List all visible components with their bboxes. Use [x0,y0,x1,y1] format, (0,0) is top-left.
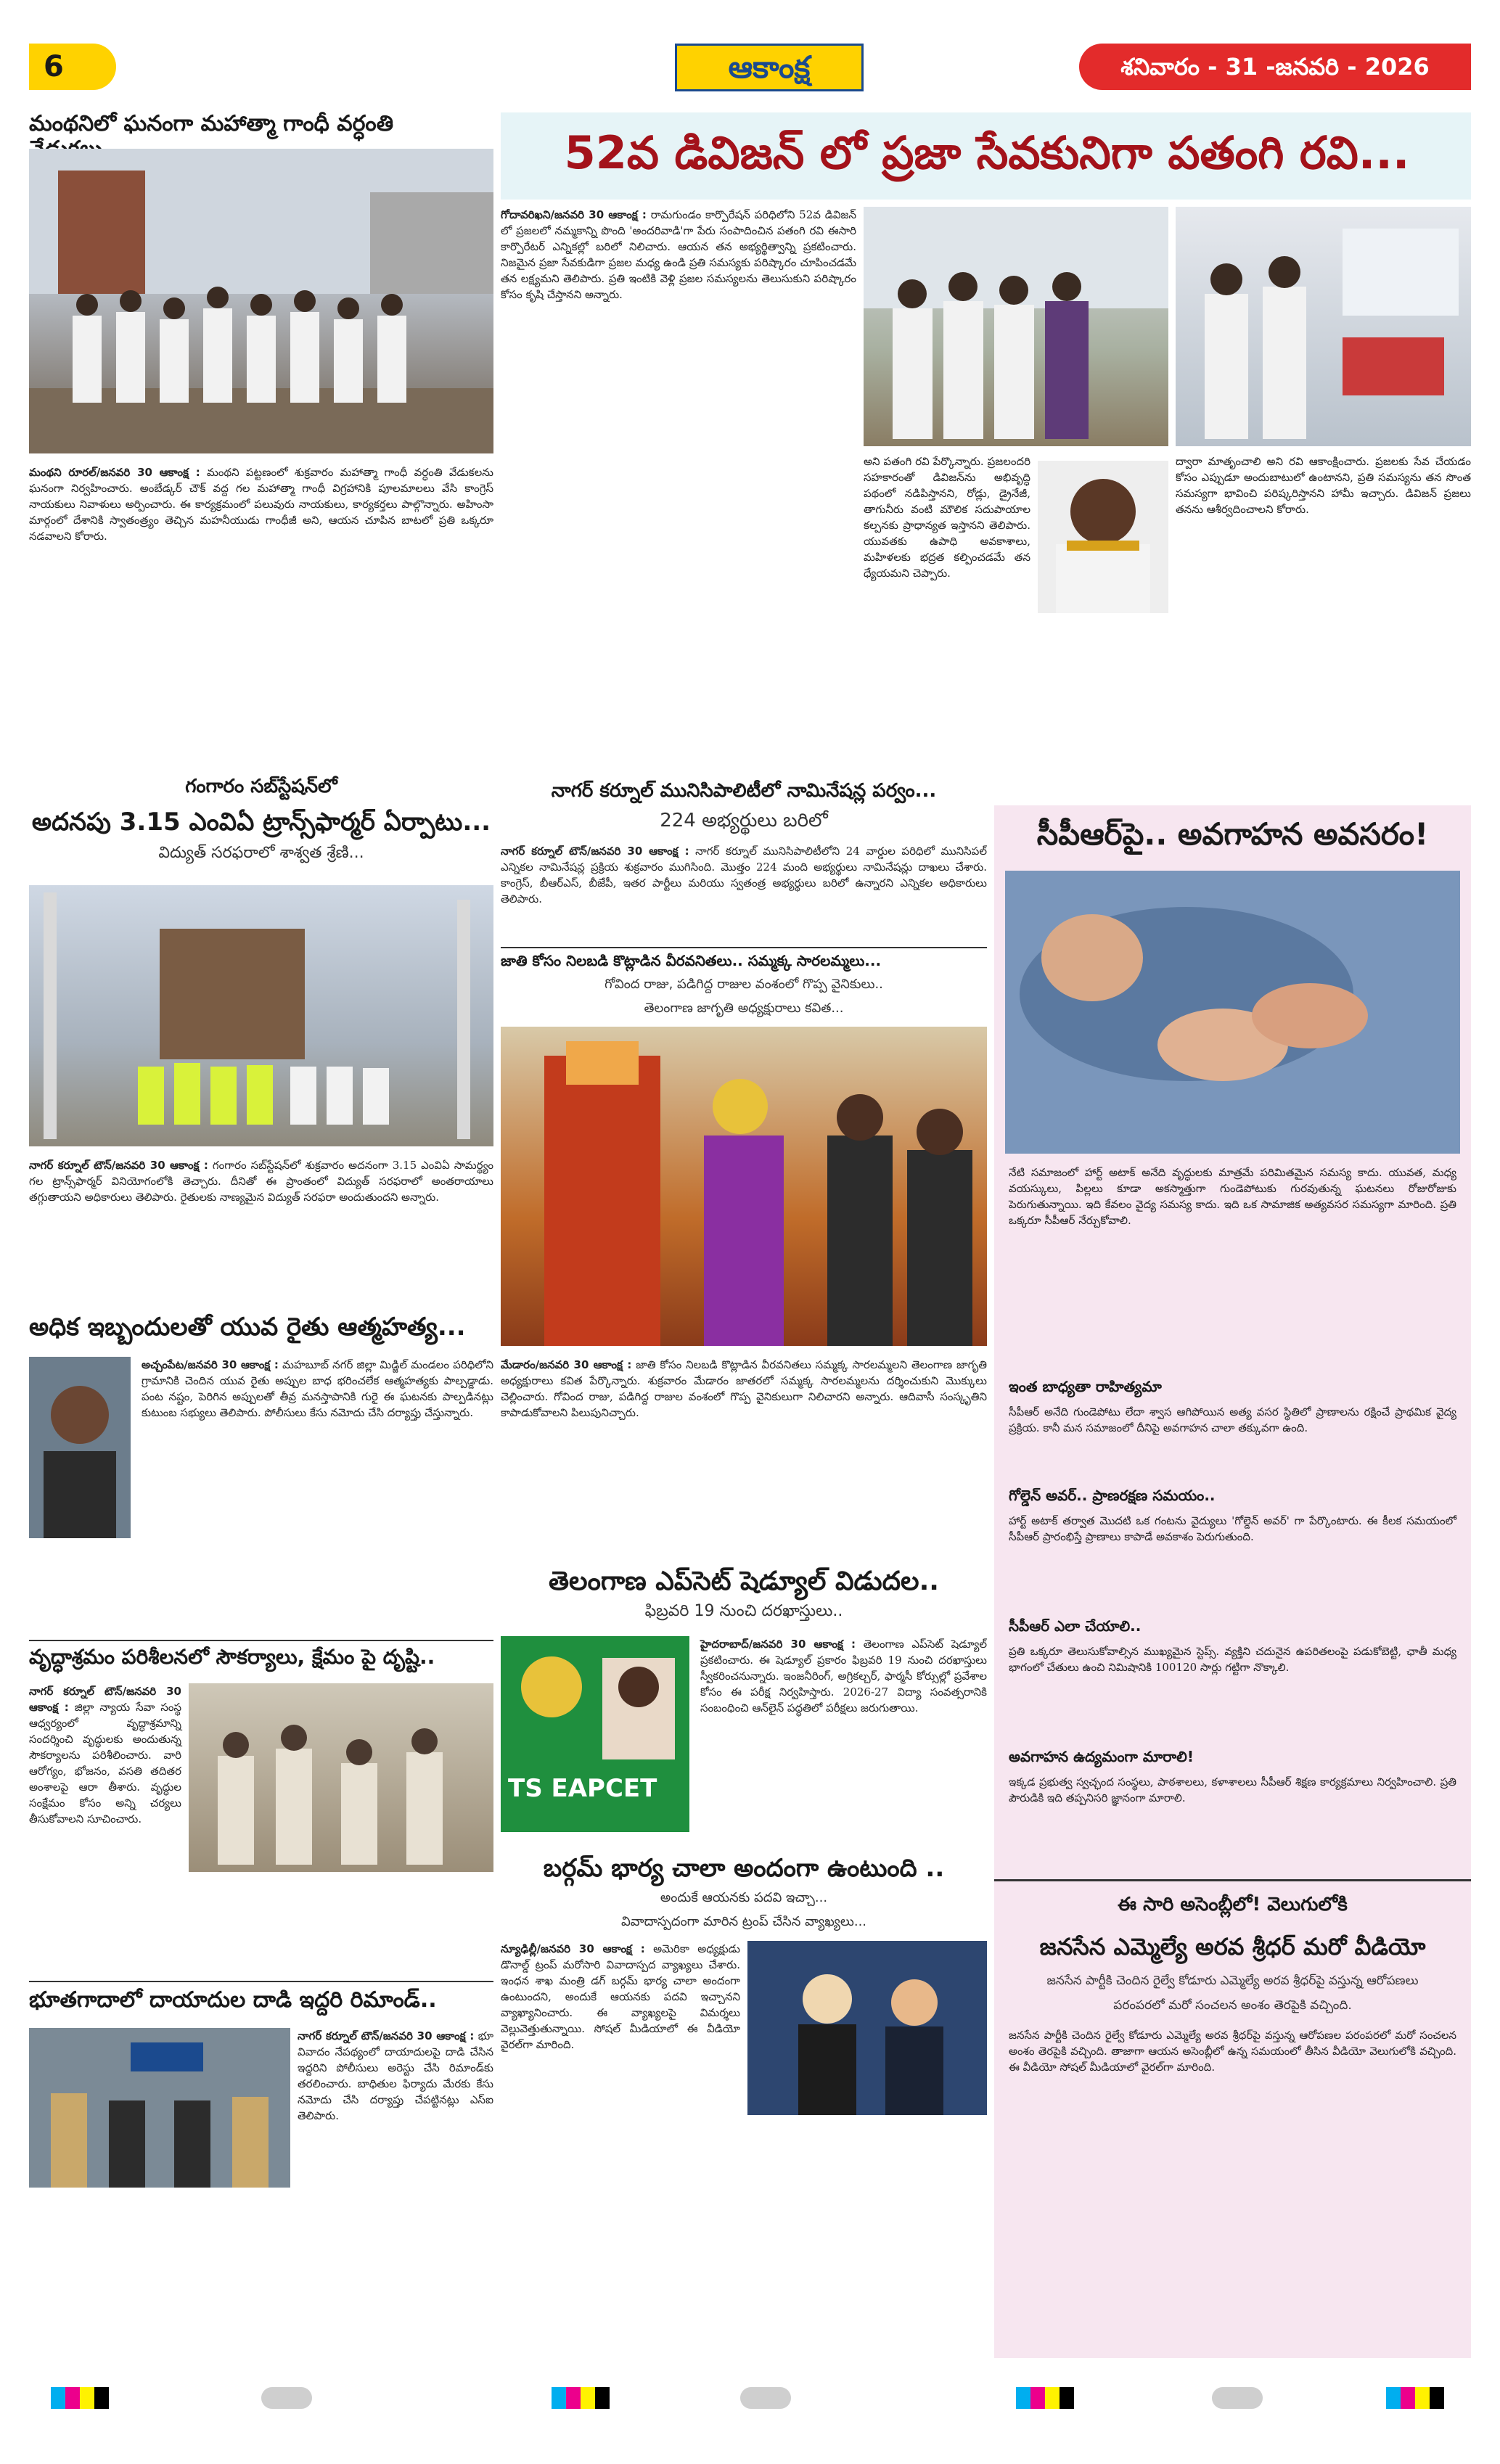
municipal-subhead: 224 అభ్యర్థులు బరిలో [660,809,828,831]
lead-portrait [1038,461,1168,613]
page-dateline: శనివారం - 31 -జనవరి - 2026 [1079,44,1471,90]
article-trump [501,1850,987,2373]
eapcet-subhead: ఫిబ్రవరి 19 నుంచి దరఖాస్తులు.. [644,1602,843,1621]
article-farmer [29,1306,493,1640]
municipal-dateline: నాగర్ కర్నూల్ టౌన్/జనవరి 30 ఆకాంక్ష : [501,844,689,858]
trump-body [501,1941,740,2053]
oldage-headline: వృద్ధాశ్రమం పరిశీలనలో సౌకర్యాలు, క్షేమం పై దృష్టి.. [29,1640,493,1673]
transformer-dateline: నాగర్ కర్నూల్ టౌన్/జనవరి 30 ఆకాంక్ష : [29,1159,208,1172]
article-oldage [29,1640,493,2017]
lead-column-2 [864,453,1168,773]
cpr-photo [1005,871,1460,1154]
oldage-photo-illustration [189,1683,493,1872]
lead-body-1 [501,207,856,303]
lead-column-1 [501,207,856,773]
lead-column-3 [1176,453,1471,773]
landdispute-photo [29,2028,290,2188]
trump-subhead-2: వివాదాస్పదంగా మారిన ట్రంప్ చేసిన వ్యాఖ్యలు... [620,1914,867,1930]
gandhi-photo-illustration [29,149,493,453]
color-swatch-center-right [1016,2387,1074,2409]
farmer-body-text: మహబూబ్ నగర్ జిల్లా మిడ్జిల్ మండలం పరిధిలోని గ్రామానికి చెందిన యువ రైతు అప్పుల బాధ భరించలేక ఆత్మహత్యకు పాల్పడ్డాడు. పంట నష్టం, పెరిగిన అప్పులతో తీవ్ర మనస్తాపానికి గురై ఈ ఘటనకు పాల్పడినట్లు కుటుంబ సభ్యులు తెలిపారు. పోలీసులు కేసు నమోదు చేసి దర్యాప్తు చేస్తున్నారు. [142,1358,493,1419]
landdispute-body [298,2028,493,2124]
color-swatch-left [51,2387,109,2409]
trump-subhead-1: అందుకే ఆయనకు పదవి ఇచ్చా... [660,1890,828,1906]
farmer-photo [29,1357,131,1538]
eapcet-badge: TS EAPCET [508,1774,657,1803]
registration-pill-2 [740,2387,791,2409]
transformer-kicker: గంగారం సబ్‌స్టేషన్‌లో [185,776,337,797]
oldage-dateline: నాగర్ కర్నూల్ టౌన్/జనవరి 30 ఆకాంక్ష : [29,1685,181,1714]
eapcet-headline: తెలంగాణ ఎప్‌సెట్ షెడ్యూల్ విడుదల.. [549,1566,939,1596]
landdispute-dateline: నాగర్ కర్నూల్ టౌన్/జనవరి 30 ఆకాంక్ష : [298,2029,475,2042]
municipal-body [501,839,987,907]
transformer-headline: అదనపు 3.15 ఎంవిఏ ట్రాన్స్‌ఫార్మర్ ఏర్పాటు... [31,807,491,837]
janasena-body: జనసేన పార్టీకి చెందిన రైల్వే కోడూరు ఎమ్మెల్యే అరవ శ్రీధర్‌పై వస్తున్న ఆరోపణల పరంపరలో మరో సంచలన అంశం తెరపైకి వచ్చింది. తాజాగా ఆయన అసెంబ్లీలో ఉన్న సమయంలో తీసిన వీడియో వెలుగులోకి వచ్చింది. ఈ వీడియో సోషల్ మీడియాలో వైరల్‌గా మారింది. [1009,2028,1456,2074]
landdispute-body-text: భూ వివాదం నేపథ్యంలో దాయాదులపై దాడి చేసిన ఇద్దరిని పోలీసులు అరెస్టు చేసి రిమాండ్‌కు తరలించారు. బాధితుల ఫిర్యాదు మేరకు కేసు నమోదు చేసి దర్యాప్తు చేపట్టినట్లు ఎస్‌ఐ తెలిపారు. [298,2029,493,2122]
landdispute-photo-illustration [29,2028,290,2188]
cpr-subhead-2: గోల్డెన్ అవర్.. ప్రాణరక్షణ సమయం.. [1009,1487,1216,1504]
lead-portrait-illustration [1038,461,1168,613]
janasena-kicker: ఈ సారి అసెంబ్లీలో! వెలుగులోకి [1118,1894,1348,1915]
cpr-body-2: సీపీఆర్ అనేది గుండెపోటు లేదా శ్వాస ఆగిపోయిన అత్య వసర స్థితిలో ప్రాణాలను రక్షించే ప్రాథమిక వైద్య ప్రక్రియ. కానీ మన సమాజంలో దీనిపై అవగాహన చాలా తక్కువగా ఉంది. [1009,1405,1456,1434]
article-sammakka [501,947,987,1556]
lead-banner [501,112,1471,200]
trump-photo [747,1941,987,2115]
lead-headline: 52వ డివిజన్ లో ప్రజా సేవకునిగా పతంగి రవి... [564,126,1410,179]
transformer-body-text: గంగారం సబ్‌స్టేషన్‌లో శుక్రవారం అదనంగా 3.15 ఎంవిఏ సామర్థ్యం గల ట్రాన్స్‌ఫార్మర్ వినియోగంలోకి తెచ్చారు. దీనితో ఈ ప్రాంతంలో విద్యుత్ సరఫరాలో అంతరాయాలు తగ్గుతాయని అధికారులు తెలిపారు. రైతులకు నాణ్యమైన విద్యుత్ సరఫరా అందుతుందని అన్నారు. [29,1159,493,1204]
farmer-headline: అధిక ఇబ్బందులతో యువ రైతు ఆత్మహత్య... [29,1313,466,1342]
cpr-body-4: ప్రతి ఒక్కరూ తెలుసుకోవాల్సిన ముఖ్యమైన స్టెప్స్. వ్యక్తిని చదునైన ఉపరితలంపై పడుకోబెట్టి, ఛాతీ మధ్య భాగంలో చేతులు ఉంచి నిమిషానికి 100120 సార్లు గట్టిగా నొక్కాలి. [1009,1645,1456,1674]
page-number: 6 [29,44,116,90]
oldage-body-text: జిల్లా న్యాయ సేవా సంస్థ ఆధ్వర్యంలో వృద్ధాశ్రమాన్ని సందర్శించి వృద్ధులకు అందుతున్న సౌకర్యాలను పరిశీలించారు. వారి ఆరోగ్యం, భోజనం, వసతి తదితర అంశాలపై ఆరా తీశారు. వృద్ధుల సంక్షేమం కోసం అన్ని చర్యలు తీసుకోవాలని సూచించారు. [29,1701,182,1826]
sammakka-dateline: మేడారం/జనవరి 30 ఆకాంక్ష : [501,1358,632,1371]
farmer-portrait [29,1357,131,1538]
janasena-subhead-2: పరంపరలో మరో సంచలన అంశం తెరపైకి వచ్చింది. [1113,1997,1352,2013]
farmer-dateline: అచ్చంపేట/జనవరి 30 ఆకాంక్ష : [142,1358,279,1371]
cpr-body-3: హార్ట్ అటాక్ తర్వాత మొదటి ఒక గంటను వైద్యులు 'గోల్డెన్ అవర్' గా పేర్కొంటారు. ఈ కీలక సమయంలో సీపీఆర్ ప్రారంభిస్తే ప్రాణాలు కాపాడే అవకాశం పెరుగుతుంది. [1009,1514,1456,1543]
landdispute-headline: భూతగాదాలో దాయాదుల దాడి ఇద్దరి రిమాండ్.. [29,1981,493,2019]
farmer-body [142,1357,493,1421]
gandhi-photo [29,149,493,453]
sammakka-photo-illustration [501,1027,987,1346]
masthead [29,44,1471,102]
cpr-body-5: ఇక్కడ ప్రభుత్వ స్వచ్ఛంద సంస్థలు, పాఠశాలలు, కళాశాలలు సీపీఆర్ శిక్షణ కార్యక్రమాలు నిర్వహించాలి. ప్రతి పౌరుడికి ఇది తప్పనిసరి జ్ఞానంగా మారాలి. [1009,1775,1456,1804]
lead-photo-1 [864,207,1168,446]
gandhi-headline: మంథనిలో ఘనంగా మహాత్మా గాంధీ వర్ధంతి [29,111,394,136]
sammakka-subhead-1: గోవింద రాజు, పడిగిద్ద రాజుల వంశంలో గొప్ప వైనికులు.. [604,977,883,992]
trump-headline: బర్గమ్ భార్య చాలా అందంగా ఉంటుంది .. [543,1854,945,1883]
eapcet-body [700,1636,987,1716]
sammakka-headline: జాతి కోసం నిలబడి కొట్లాడిన వీరవనితలు.. సమ్మక్క సారలమ్మలు... [501,947,987,974]
eapcet-graphic [501,1636,689,1832]
sammakka-body [501,1357,987,1421]
gandhi-body-text: మంథని పట్టణంలో శుక్రవారం మహాత్మా గాంధీ వర్ధంతి వేడుకలను ఘనంగా నిర్వహించారు. అంబేడ్కర్ చౌక్ వద్ద గల మహాత్మా గాంధీ విగ్రహానికి పూలమాలలు వేసి కాంగ్రెస్ నాయకులు నివాళులు అర్పించారు. ఈ కార్యక్రమంలో పలువురు నాయకులు, కార్యకర్తలు పాల్గొన్నారు. అహింసా మార్గంలో దేశానికి స్వాతంత్ర్యం తెచ్చిన మహనీయుడు గాంధీజీ అని, ఆయన చూపిన బాటలో ప్రతి ఒక్కరూ నడవాలని కోరారు. [29,466,493,543]
gandhi-body [29,464,493,544]
cpr-body-1: నేటి సమాజంలో హార్ట్ అటాక్ అనేది వృద్ధులకు మాత్రమే పరిమితమైన సమస్య కాదు. యువత, మధ్య వయస్కులు, పిల్లలు కూడా అకస్మాత్తుగా గుండెపోటుకు గురవుతున్న ఘటనలు రోజురోజుకు పెరుగుతున్నాయి. ఇది కేవలం వైద్య సమస్య కాదు. ఇది ఒక సామాజిక అత్యవసర సమస్యగా మారింది. ప్రతి ఒక్కరూ సీపీఆర్ నేర్చుకోవాలి. [1009,1166,1456,1227]
lead-photo-1-illustration [864,207,1168,446]
newspaper-page [29,44,1471,2431]
transformer-body [29,1157,493,1205]
trump-photo-illustration [747,1941,987,2115]
municipal-headline: నాగర్ కర్నూల్ మునిసిపాలిటీలో నామినేషన్ల పర్వం... [551,780,937,802]
color-swatch-center-left [552,2387,610,2409]
janasena-headline: జనసేన ఎమ్మెల్యే అరవ శ్రీధర్ మరో వీడియో [1039,1932,1426,1960]
cpr-feature-box [994,805,1471,2358]
oldage-photo [189,1683,493,1872]
article-transformer [29,769,493,1364]
cpr-subhead-1: ఇంత బాధ్యతా రాహిత్యమా [1009,1378,1162,1395]
registration-pill-3 [1212,2387,1263,2409]
transformer-subhead: విద్యుత్ సరఫరాలో శాశ్వత శ్రేణి... [158,843,364,862]
lead-photo-2 [1176,207,1471,446]
trump-body-text: అమెరికా అధ్యక్షుడు డొనాల్డ్ ట్రంప్ మరోసారి వివాదాస్పద వ్యాఖ్యలు చేశారు. ఇంధన శాఖ మంత్రి డగ్ బర్గమ్ భార్య చాలా అందంగా ఉంటుందని, అందుకే ఆయనకు పదవి ఇచ్చానని వ్యాఖ్యానించారు. ఈ వ్యాఖ్యలపై విమర్శలు వెల్లువెత్తుతున్నాయి. సోషల్ మీడియాలో ఈ వీడియో వైరల్‌గా మారింది. [501,1942,740,2051]
trump-dateline: న్యూఢిల్లీ/జనవరి 30 ఆకాంక్ష : [501,1942,645,1955]
sammakka-body-text: జాతి కోసం నిలబడి కొట్లాడిన వీరవనితలు సమ్మక్క సారలమ్మలని తెలంగాణ జాగృతి అధ్యక్షురాలు కవిత పేర్కొన్నారు. శుక్రవారం మేడారం జాతరలో సమ్మక్క సారలమ్మలను దర్శించుకుని మొక్కులు చెల్లించారు. గోవింద రాజు, పడిగిద్ద రాజుల వంశంలో గొప్ప వైనికులుగా నిలిచారని అన్నారు. ఆదివాసీ సంస్కృతిని కాపాడుకోవాలని పిలుపునిచ్చారు. [501,1358,987,1419]
article-municipal [501,776,987,943]
article-eapcet [501,1564,987,1847]
transformer-photo [29,885,493,1146]
print-registration-bar [29,2380,1471,2416]
transformer-photo-illustration [29,885,493,1146]
sammakka-subhead-2: తెలంగాణ జాగృతి అధ్యక్షురాలు కవిత... [644,1001,844,1016]
cpr-subhead-3: సీపీఆర్ ఎలా చేయాలి.. [1009,1617,1142,1635]
eapcet-body-text: తెలంగాణ ఎప్‌సెట్ షెడ్యూల్ ప్రకటించారు. ఈ షెడ్యూల్ ప్రకారం ఫిబ్రవరి 19 నుంచి దరఖాస్తులు స్వీకరించనున్నారు. ఇంజనీరింగ్, అగ్రికల్చర్, ఫార్మసీ కోర్సుల్లో ప్రవేశాల కోసం ఈ పరీక్ష నిర్వహిస్తారు. 2026-27 విద్యా సంవత్సరానికి సంబంధించి ఆన్‌లైన్ పద్ధతిలో పరీక్షలు జరుగుతాయి. [700,1638,987,1714]
article-landdispute [29,1981,493,2373]
oldage-body [29,1683,181,1827]
color-swatch-right [1386,2387,1444,2409]
cpr-photo-illustration [1005,871,1460,1154]
article-gandhi [29,109,493,834]
lead-body-text-1: రామగుండం కార్పొరేషన్ పరిధిలోని 52వ డివిజన్ లో ప్రజలలో నమ్మకాన్ని పొంది 'అందరివాడి'గా పేరు సంపాదించిన పతంగి రవి ఈసారి కార్పొరేటర్ ఎన్నికల్లో బరిలో నిలిచారు. ఆయన తన అభ్యర్థిత్వాన్ని ప్రకటించారు. నిజమైన ప్రజా సేవకుడిగా ప్రజల మధ్య ఉండి ప్రతి సమస్యకు పరిష్కారం చూపించడమే తన లక్ష్యమని తెలిపారు. ప్రతి ఇంటికి వెళ్లి ప్రజల సమస్యలను తెలుసుకుని పరిష్కారం కోసం కృషి చేస్తానని అన్నారు. [501,208,856,301]
lead-dateline: గోదావరిఖని/జనవరి 30 ఆకాంక్ష : [501,208,647,221]
lead-body-3: ద్వారా మాతృంచాలి అని రవి ఆకాంక్షించారు. ప్రజలకు సేవ చేయడం కోసం ఎప్పుడూ అందుబాటులో ఉంటానని, ప్రతి సమస్యను తన సొంత సమస్యగా భావించి పరిష్కరిస్తానని హామీ ఇచ్చారు. డివిజన్ ప్రజలు తనను ఆశీర్వదించాలని కోరారు. [1176,455,1471,516]
lead-body-2: అని పతంగి రవి పేర్కొన్నారు. ప్రజలందరి సహకారంతో డివిజన్‌ను అభివృద్ధి పథంలో నడిపిస్తానని, రోడ్లు, డ్రైనేజీ, తాగునీరు వంటి మౌలిక సదుపాయాల కల్పనకు ప్రాధాన్యత ఇస్తానని తెలిపారు. యువతకు ఉపాధి అవకాశాలు, మహిళలకు భద్రత కల్పించడమే తన ధ్యేయమని చెప్పారు. [864,455,1030,580]
janasena-section [994,1879,1471,2358]
eapcet-dateline: హైదరాబాద్/జనవరి 30 ఆకాంక్ష : [700,1638,856,1651]
sammakka-photo [501,1027,987,1346]
registration-pill-1 [261,2387,312,2409]
municipal-body-text: నాగర్ కర్నూల్ మునిసిపాలిటీలోని 24 వార్డుల పరిధిలో మునిసిపల్ ఎన్నికల నామినేషన్ల ప్రక్రియ శుక్రవారం ముగిసింది. మొత్తం 224 మంది అభ్యర్థులు నామినేషన్లు దాఖలు చేశారు. కాంగ్రెస్, బీఆర్ఎస్, బీజేపీ, ఇతర పార్టీలు మరియు స్వతంత్ర అభ్యర్థులు బరిలో ఉన్నారని ఎన్నికల అధికారులు తెలిపారు. [501,844,987,905]
cpr-subhead-4: అవగాహన ఉద్యమంగా మారాలి! [1009,1748,1194,1765]
gandhi-dateline: మంథని రూరల్/జనవరి 30 ఆకాంక్ష : [29,466,200,479]
janasena-subhead-1: జనసేన పార్టీకి చెందిన రైల్వే కోడూరు ఎమ్మెల్యే అరవ శ్రీధర్‌పై వస్తున్న ఆరోపణలు [1046,1973,1419,1988]
cpr-headline: సీపీఆర్‌పై.. అవగాహన అవసరం! [1036,816,1429,852]
newspaper-logo: ఆకాంక్ష [675,44,864,91]
lead-photo-2-illustration [1176,207,1471,446]
